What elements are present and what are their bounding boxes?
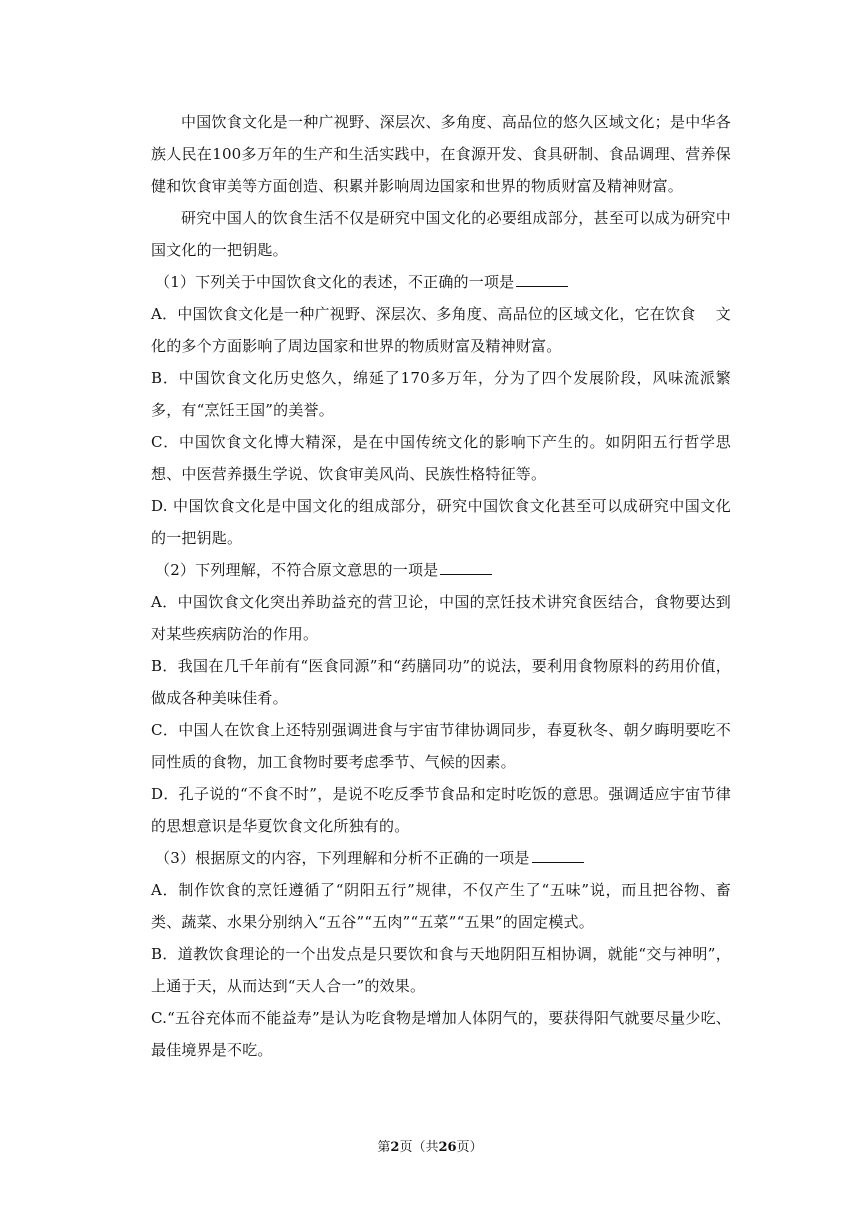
question-2-option-c: C．中国人在饮食上还特别强调进食与宇宙节律协调同步，春夏秋冬、朝夕晦明要吃不同性质的食物，加工食物时要考虑季节、气候的因素。 — [151, 721, 731, 771]
question-1-option-b: B．中国饮食文化历史悠久，绵延了170多万年，分为了四个发展阶段，风味流派繁多，有“烹饪王国”的美誉。 — [151, 369, 731, 419]
question-2-option-d: D．孔子说的“不食不时”，是说不吃反季节食品和定时吃饭的意思。强调适应宇宙节律的思想意识是华夏饮食文化所独有的。 — [151, 785, 731, 835]
question-3-option-c: C.“五谷充体而不能益寿”是认为吃食物是增加人体阴气的，要获得阳气就要尽量少吃、最佳境界是不吃。 — [151, 1009, 731, 1059]
footer-total-pages: 26 — [438, 1140, 457, 1155]
question-2 — [151, 554, 731, 586]
page-content — [151, 106, 731, 1066]
footer-middle: 页（共 — [399, 1140, 439, 1155]
passage-paragraph-2: 研究中国人的饮食生活不仅是研究中国文化的必要组成部分，甚至可以成为研究中国文化的一把钥匙。 — [151, 209, 731, 259]
question-1-option-c: C．中国饮食文化博大精深，是在中国传统文化的影响下产生的。如阴阳五行哲学思想、中医营养摄生学说、饮食审美风尚、民族性格特征等。 — [151, 433, 731, 483]
footer-suffix: 页） — [456, 1140, 483, 1155]
question-1-option-d: D. 中国饮食文化是中国文化的组成部分，研究中国饮食文化甚至可以成研究中国文化的一把钥匙。 — [151, 497, 731, 547]
answer-blank-1 — [516, 268, 568, 287]
question-2-option-a: A．中国饮食文化突出养助益充的营卫论，中国的烹饪技术讲究食医结合，食物要达到对某些疾病防治的作用。 — [151, 593, 731, 643]
passage-paragraph-1: 中国饮食文化是一种广视野、深层次、多角度、高品位的悠久区域文化；是中华各族人民在100多万年的生产和生活实践中，在食源开发、食具研制、食品调理、营养保健和饮食审美等方面创造、积累并影响周边国家和世界的物质财富及精神财富。 — [151, 113, 731, 195]
answer-blank-3 — [532, 844, 584, 863]
question-1-option-a: A．中国饮食文化是一种广视野、深层次、多角度、高品位的区域文化，它在饮食 文化的多个方面影响了周边国家和世界的物质财富及精神财富。 — [151, 305, 731, 355]
answer-blank-2 — [440, 556, 492, 575]
question-2-stem: （2）下列理解，不符合原文意思的一项是 — [155, 561, 439, 579]
question-2-option-b: B．我国在几千年前有“医食同源”和“药膳同功”的说法，要利用食物原料的药用价值，做成各种美味佳肴。 — [151, 657, 731, 707]
footer-prefix: 第 — [377, 1140, 391, 1155]
question-3 — [151, 842, 731, 874]
question-1-stem: （1）下列关于中国饮食文化的表述，不正确的一项是 — [155, 273, 515, 291]
page-footer — [0, 1138, 860, 1158]
question-3-option-b: B．道教饮食理论的一个出发点是只要饮和食与天地阴阳互相协调，就能“交与神明”，上通于天，从而达到“天人合一”的效果。 — [151, 945, 731, 995]
question-1 — [151, 266, 731, 298]
question-3-option-a: A．制作饮食的烹饪遵循了“阴阳五行”规律，不仅产生了“五味”说，而且把谷物、畜类、蔬菜、水果分别纳入“五谷”“五肉”“五菜”“五果”的固定模式。 — [151, 881, 731, 931]
footer-page-number: 2 — [390, 1140, 400, 1155]
question-3-stem: （3）根据原文的内容，下列理解和分析不正确的一项是 — [155, 849, 530, 867]
